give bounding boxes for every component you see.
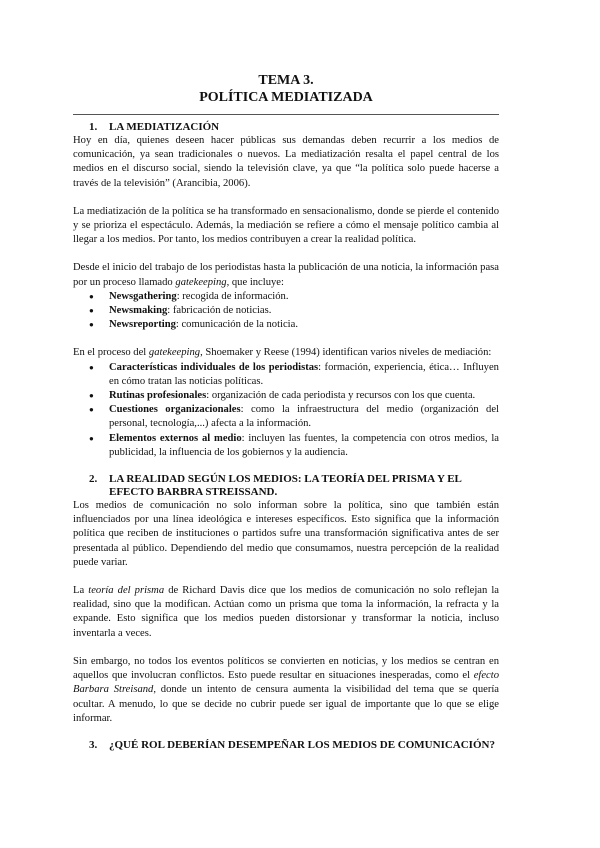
list-item [73, 304, 499, 318]
gatekeeping-list [73, 290, 499, 333]
list-item-term: Newsreporting [109, 319, 176, 331]
list-item-text: : formación, experiencia, ética… Influyen en cómo tratan las noticias políticas. [109, 361, 499, 387]
bullet-icon: ● [89, 320, 94, 330]
bullet-icon: ● [89, 291, 94, 301]
section-1-paragraph-4 [73, 346, 499, 360]
section-1-number: 1. [89, 121, 98, 133]
list-item-text: : comunicación de la noticia. [175, 319, 298, 331]
section-3-number: 3. [89, 738, 98, 751]
list-item [73, 318, 499, 332]
list-item-term: Newsmaking [109, 305, 168, 317]
list-item-text: : incluyen las fuentes, la competencia con otros medios, la publicidad, la influencia de los gobiernos y la audiencia. [109, 432, 499, 458]
bullet-icon: ● [89, 306, 94, 316]
text-run: , que incluye: [226, 276, 284, 288]
list-item-text: : fabricación de noticias. [167, 305, 272, 317]
list-item [73, 361, 499, 389]
list-item-term: Cuestiones organizacionales [109, 404, 241, 416]
section-1-paragraph-2 [73, 205, 499, 248]
spacer [73, 570, 499, 584]
section-1-paragraph-1 [73, 134, 499, 191]
text-run: , donde un intento de censura aumenta la visibilidad del tema que se quería ocultar. A menudo, lo que se decide no cubrir puede ser igual de importante que lo que se elige informar. [73, 684, 499, 724]
section-2-paragraph-1-text: Los medios de comunicación no solo informan sobre la política, sino que también están influenciados por una línea ideológica e intereses específicos. Esto significa que la información política que reciben de instituciones o partidos sufre una transformación significativa antes de ser presentada al público. Dependiendo del medio que consumamos, nuestra percepción de la realidad puede variar. [73, 500, 499, 568]
title-line-2: POLÍTICA MEDIATIZADA [199, 90, 373, 105]
title-divider [73, 114, 499, 115]
section-2-title: LA REALIDAD SEGÚN LOS MEDIOS: LA TEORÍA DEL PRISMA Y EL EFECTO BARBRA STREISSAND. [109, 473, 462, 499]
emphasis-streisand-effect: efecto Barbara Streisand [73, 670, 499, 696]
spacer [73, 332, 499, 346]
list-item [73, 403, 499, 431]
section-3-heading [73, 739, 499, 752]
list-item [73, 432, 499, 460]
bullet-icon: ● [89, 433, 94, 443]
list-item-term: Rutinas profesionales [109, 390, 207, 402]
section-1-paragraph-2-text: La mediatización de la política se ha transformado en sensacionalismo, donde se pierde el contenido y se prioriza el espectáculo. Además, la mediación se refiere a cómo el mensaje político cambia al llegar a los medios. Por tanto, los medios contribuyen a crear la realidad política. [73, 205, 499, 246]
list-item [73, 290, 499, 304]
mediation-levels-list [73, 361, 499, 460]
section-1-paragraph-1-text: Hoy en día, quienes deseen hacer públicas sus demandas deben recurrir a los medios de comunicación, ya sean tradicionales o nuevos. La mediatización resalta el papel central de los medios en el discurso social, siendo la televisión clave, ya que “la política solo puede hacerse a través de la televisión” (Arancibia, 2006). [73, 135, 499, 189]
text-run: En el proceso del [73, 347, 149, 359]
bullet-icon: ● [89, 405, 94, 415]
bullet-icon: ● [89, 391, 94, 401]
text-run: de Richard Davis dice que los medios de comunicación no solo reflejan la realidad, sino que la modifican. Actúan como un prisma que toma la información, la refracta y la expande. Esto significa que los medios pueden distorsionar y transformar la noticia, incluso inventarla a veces. [73, 585, 500, 639]
emphasis-gatekeeping: gatekeeping [175, 276, 227, 288]
title-line-1: TEMA 3. [258, 73, 314, 88]
text-run: Desde el inicio del trabajo de los periodistas hasta la publicación de una noticia, la información pasa por un proceso llamado [73, 262, 499, 288]
list-item-text: : recogida de información. [176, 290, 289, 302]
text-run: , Shoemaker y Reese (1994) identifican varios niveles de mediación: [200, 347, 492, 359]
document-page [73, 72, 499, 752]
section-2-paragraph-2 [73, 584, 499, 641]
spacer [73, 191, 499, 205]
section-3-title: ¿QUÉ ROL DEBERÍAN DESEMPEÑAR LOS MEDIOS DE COMUNICACIÓN? [109, 738, 495, 751]
emphasis-prism-theory: teoría del prisma [88, 585, 165, 597]
text-run: Sin embargo, no todos los eventos políticos se convierten en noticias, y los medios se centran en aquellos que involucran conflictos. Esto puede resultar en situaciones inesperadas, como el [73, 655, 499, 682]
emphasis-gatekeeping: gatekeeping [148, 347, 201, 359]
text-run: La [73, 585, 89, 597]
document-title [73, 72, 499, 106]
section-1-paragraph-3 [73, 261, 499, 289]
spacer [73, 247, 499, 261]
section-1-heading [73, 121, 499, 134]
section-2-number: 2. [89, 473, 98, 486]
section-2-paragraph-1 [73, 499, 499, 570]
section-2-paragraph-3 [73, 655, 499, 726]
list-item-text: : como la infraestructura del medio (organización del personal, tecnología,...) afecta a la información. [109, 404, 499, 430]
section-1-title: LA MEDIATIZACIÓN [109, 121, 220, 133]
section-2-heading [73, 473, 499, 499]
bullet-icon: ● [89, 362, 94, 372]
list-item-term: Características individuales de los periodistas [109, 361, 319, 373]
list-item-text: : organización de cada periodista y recursos con los que cuenta. [206, 390, 476, 402]
list-item-term: Newsgathering [109, 290, 177, 302]
list-item-term: Elementos externos al medio [109, 432, 242, 444]
spacer [73, 641, 499, 655]
list-item [73, 389, 499, 403]
